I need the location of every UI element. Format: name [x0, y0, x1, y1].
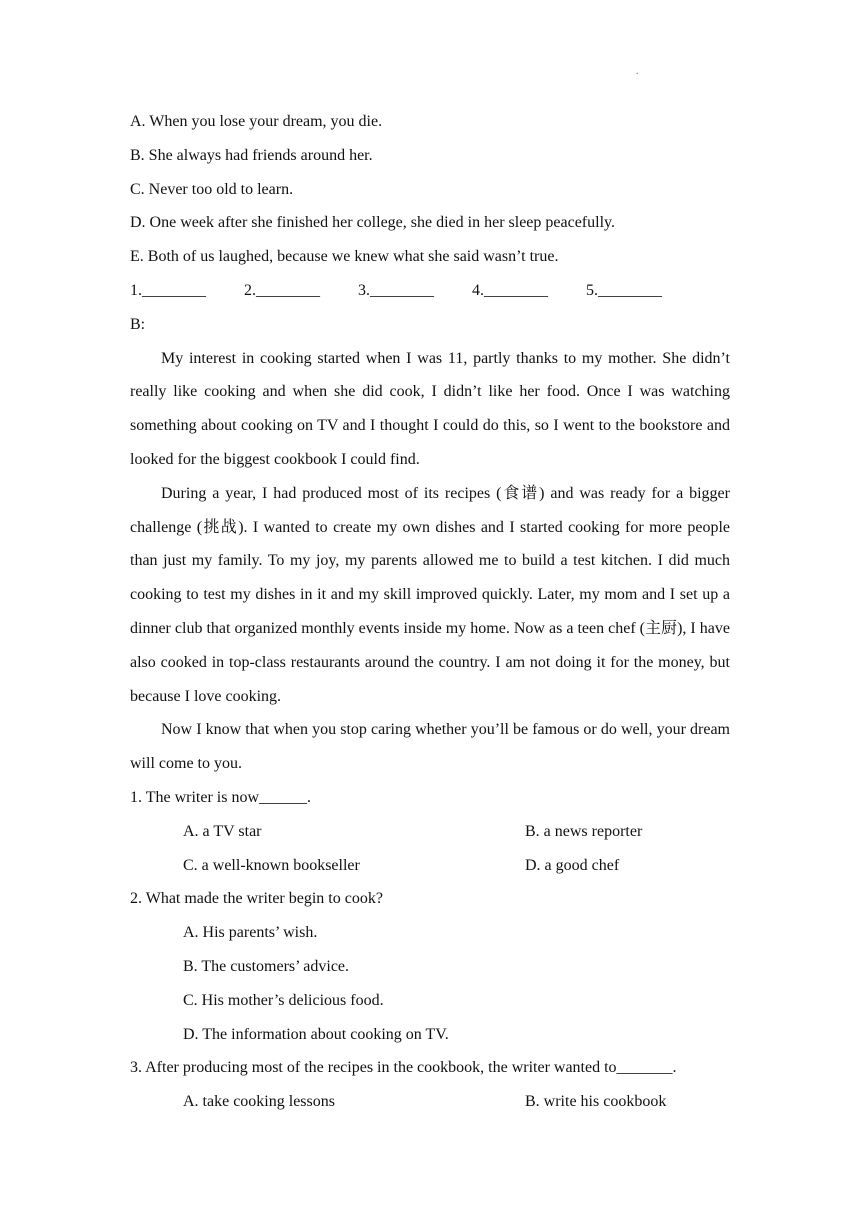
answer-blank-3: 3.________	[358, 281, 434, 299]
option-d: D. The information about cooking on TV.	[183, 1025, 449, 1043]
part-a-options	[130, 105, 730, 274]
question-3	[130, 1051, 730, 1119]
question-stem: 2. What made the writer begin to cook?	[130, 890, 383, 908]
option-row	[130, 815, 730, 849]
option-e: E. Both of us laughed, because we knew what she said wasn’t true.	[130, 248, 559, 266]
document-body	[130, 105, 730, 1119]
option-d: D. One week after she finished her college, she died in her sleep peacefully.	[130, 214, 615, 232]
option-row	[130, 849, 730, 883]
question-stem: 3. After producing most of the recipes in the cookbook, the writer wanted to_______.	[130, 1059, 677, 1077]
option-c: C. Never too old to learn.	[130, 180, 294, 198]
passage-paragraph-3: Now I know that when you stop caring whether you’ll be famous or do well, your dream will come to you.	[130, 721, 730, 773]
answer-blank-4: 4.________	[472, 281, 548, 299]
page-mark: .	[636, 66, 639, 77]
question-2	[130, 882, 730, 1051]
answer-blank-1: 1.________	[130, 281, 206, 299]
passage-paragraph-1: My interest in cooking started when I was 11, partly thanks to my mother. She didn’t really like cooking and when she did cook, I didn’t like her food. Once I was watching something about cooking on TV and I thought I could do this, so I went to the bookstore and looked for the biggest cookbook I could find.	[130, 349, 730, 468]
question-stem: 1. The writer is now______.	[130, 788, 312, 806]
option-d: D. a good chef	[525, 856, 620, 874]
option-b: B. a news reporter	[525, 822, 643, 840]
option-b: B. She always had friends around her.	[130, 146, 373, 164]
section-b-heading: B:	[130, 315, 146, 333]
answer-blank-5: 5.________	[586, 281, 662, 299]
option-c: C. His mother’s delicious food.	[183, 991, 384, 1009]
option-a: A. take cooking lessons	[183, 1093, 335, 1111]
question-1	[130, 781, 730, 882]
option-a: A. His parents’ wish.	[183, 924, 318, 942]
passage-paragraph-2: During a year, I had produced most of its recipes (食谱) and was ready for a bigger challenge (挑战). I wanted to create my own dishes and I started cooking for more people than just my family. To my joy, my parents allowed me to build a test kitchen. I did much cooking to test my dishes in it and my skill improved quickly. Later, my mom and I set up a dinner club that organized monthly events inside my home. Now as a teen chef (主厨), I have also cooked in top-class restaurants around the country. I am not doing it for the money, but because I love cooking.	[130, 484, 730, 705]
option-b: B. The customers’ advice.	[183, 957, 350, 975]
option-b: B. write his cookbook	[525, 1093, 667, 1111]
option-row	[130, 1085, 730, 1119]
option-c: C. a well-known bookseller	[183, 856, 360, 874]
option-a: A. When you lose your dream, you die.	[130, 113, 383, 130]
answer-blanks	[130, 274, 730, 308]
option-a: A. a TV star	[183, 822, 262, 840]
answer-blank-2: 2.________	[244, 281, 320, 299]
